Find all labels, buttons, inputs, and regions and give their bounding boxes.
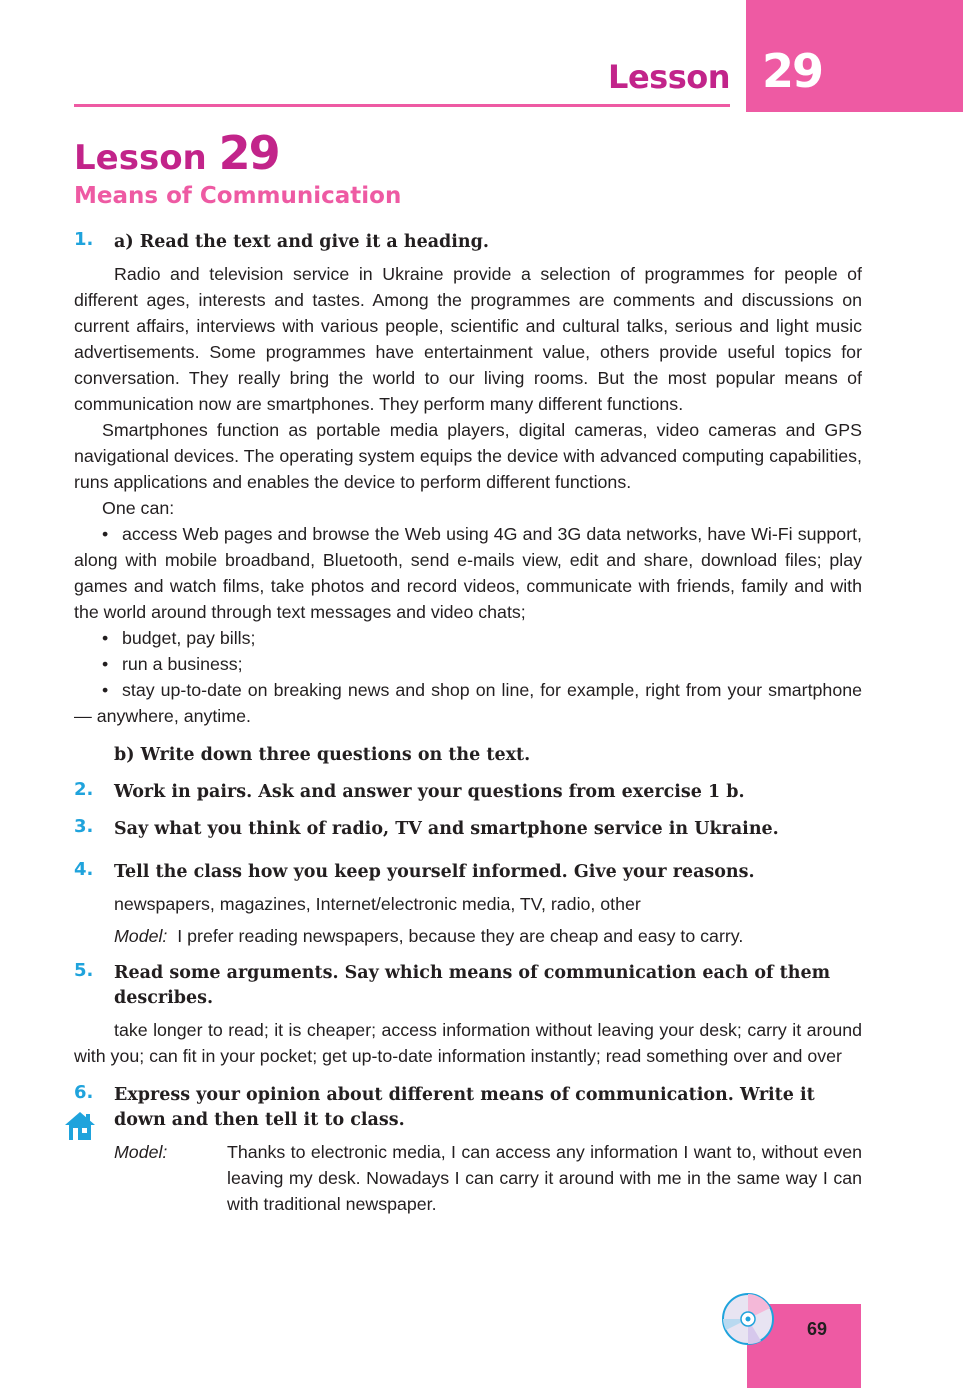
header-rule — [74, 104, 730, 107]
cd-icon — [721, 1292, 775, 1346]
exercise-3 — [74, 817, 862, 842]
exercise-6-model — [114, 1139, 862, 1217]
exercise-number: 3. — [74, 816, 94, 837]
exercise-1-paragraph-1: Radio and television service in Ukraine provide a selection of programmes for people of different ages, interests and tastes. Among the programmes are comments and discussions on current affairs, interviews with various people, scientific and cultural talks, serious and light music advertisements. Some programmes have entertainment value, others provide useful topics for conversation. They really bring the world to our living rooms. But the most popular means of communication now are smartphones. They perform many different functions. — [74, 264, 862, 414]
list-item: • budget, pay bills; — [102, 628, 256, 648]
exercise-4 — [74, 860, 862, 949]
header-lesson-number: 29 — [762, 44, 823, 98]
exercise-2 — [74, 780, 862, 805]
exercise-2-task: Work in pairs. Ask and answer your questions from exercise 1 b. — [114, 782, 745, 802]
exercise-4-options: newspapers, magazines, Internet/electronic media, TV, radio, other — [114, 894, 641, 914]
header-lesson-label: Lesson — [608, 58, 730, 96]
exercise-5 — [74, 961, 862, 1011]
model-label: Model: — [114, 926, 168, 946]
lesson-title-number: 29 — [218, 126, 279, 180]
lesson-subtitle: Means of Communication — [74, 183, 402, 209]
exercise-number: 1. — [74, 229, 94, 250]
header-lesson-block — [746, 0, 963, 112]
lesson-title-word: Lesson — [74, 138, 207, 178]
lesson-content — [74, 230, 862, 1217]
exercise-6-task: Express your opinion about different means of communication. Write it down and then tell it to class. — [114, 1085, 815, 1130]
exercise-3-task: Say what you think of radio, TV and smartphone service in Ukraine. — [114, 819, 779, 839]
model-text: Thanks to electronic media, I can access any information I want to, without even leaving my desk. Nowadays I can carry it around with me in the same way I can with traditional newspaper. — [227, 1142, 862, 1214]
exercise-6 — [74, 1083, 862, 1217]
list-item: • run a business; — [102, 654, 243, 674]
page-number: 69 — [807, 1319, 828, 1339]
lesson-title — [74, 126, 279, 180]
exercise-5-text: take longer to read; it is cheaper; access information without leaving your desk; carry it around with you; can fit in your pocket; get up-to-date information instantly; read something over and over — [74, 1020, 862, 1066]
exercise-1 — [74, 230, 862, 255]
house-icon — [64, 1111, 96, 1141]
exercise-number: 5. — [74, 960, 94, 981]
list-item: • stay up-to-date on breaking news and shop on line, for example, right from your smartphone — anywhere, anytime. — [74, 680, 862, 726]
exercise-4-task: Tell the class how you keep yourself informed. Give your reasons. — [114, 862, 755, 882]
exercise-4-model — [114, 923, 862, 949]
exercise-1b-task: b) Write down three questions on the text. — [114, 745, 531, 765]
exercise-5-task: Read some arguments. Say which means of communication each of them describes. — [114, 963, 831, 1008]
model-text: I prefer reading newspapers, because they are cheap and easy to carry. — [177, 926, 744, 946]
exercise-number: 4. — [74, 859, 94, 880]
model-label: Model: — [114, 1142, 168, 1162]
exercise-1a-task: a) Read the text and give it a heading. — [114, 232, 489, 252]
list-item: • access Web pages and browse the Web using 4G and 3G data networks, have Wi-Fi support, along with mobile broadband, Bluetooth, send e-mails view, edit and share, download files; play games and watch films, take photos and record videos, communicate with friends, family and with the world around through text messages and video chats; — [74, 524, 862, 622]
exercise-1-paragraph-3: One can: — [102, 498, 175, 518]
exercise-1b — [74, 743, 862, 768]
exercise-number: 6. — [74, 1082, 94, 1103]
exercise-1-paragraph-2: Smartphones function as portable media players, digital cameras, video cameras and GPS navigational devices. The operating system equips the device with advanced computing capabilities, runs applications and enables the device to perform different functions. — [74, 420, 862, 492]
exercise-number: 2. — [74, 779, 94, 800]
